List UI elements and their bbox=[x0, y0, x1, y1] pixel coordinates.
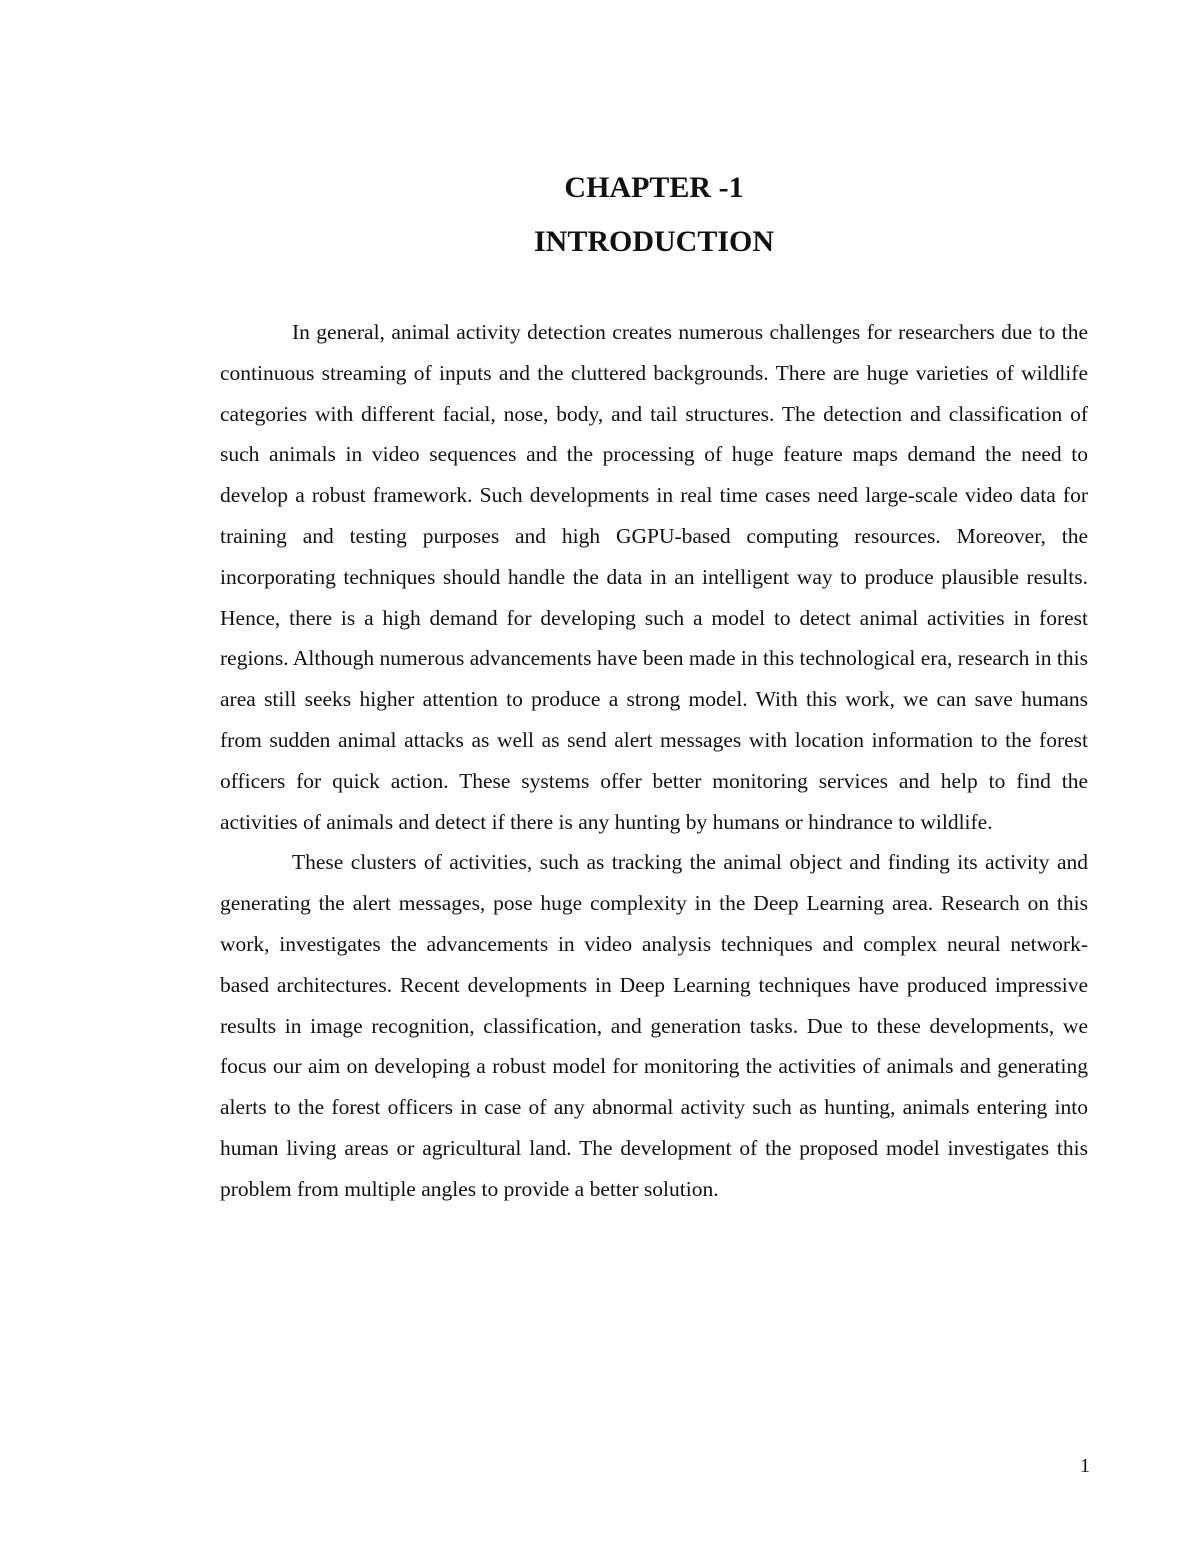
body-paragraph: These clusters of activities, such as tracking the animal object and finding its activity and generating the alert messages, pose huge complexity in the Deep Learning area. Research on this work, investigates the advancements in video analysis techniques and complex neural network-based architectures. Recent developments in Deep Learning techniques have produced impressive results in image recognition, classification, and generation tasks. Due to these developments, we focus our aim on developing a robust model for monitoring the activities of animals and generating alerts to the forest officers in case of any abnormal activity such as hunting, animals entering into human living areas or agricultural land. The development of the proposed model investigates this problem from multiple angles to provide a better solution. bbox=[220, 850, 1088, 1201]
page-number: 1 bbox=[1080, 1455, 1090, 1477]
chapter-body bbox=[220, 312, 1088, 1210]
body-paragraph: In general, animal activity detection creates numerous challenges for researchers due to the continuous streaming of inputs and the cluttered backgrounds. There are huge varieties of wildlife categories with different facial, nose, body, and tail structures. The detection and classification of such animals in video sequences and the processing of huge feature maps demand the need to develop a robust framework. Such developments in real time cases need large-scale video data for training and testing purposes and high GGPU-based computing resources. Moreover, the incorporating techniques should handle the data in an intelligent way to produce plausible results. Hence, there is a high demand for developing such a model to detect animal activities in forest regions. Although numerous advancements have been made in this technological era, research in this area still seeks higher attention to produce a strong model. With this work, we can save humans from sudden animal attacks as well as send alert messages with location information to the forest officers for quick action. These systems offer better monitoring services and help to find the activities of animals and detect if there is any hunting by humans or hindrance to wildlife. bbox=[220, 320, 1088, 834]
chapter-title: INTRODUCTION bbox=[533, 225, 775, 258]
chapter-number: CHAPTER -1 bbox=[564, 171, 744, 204]
